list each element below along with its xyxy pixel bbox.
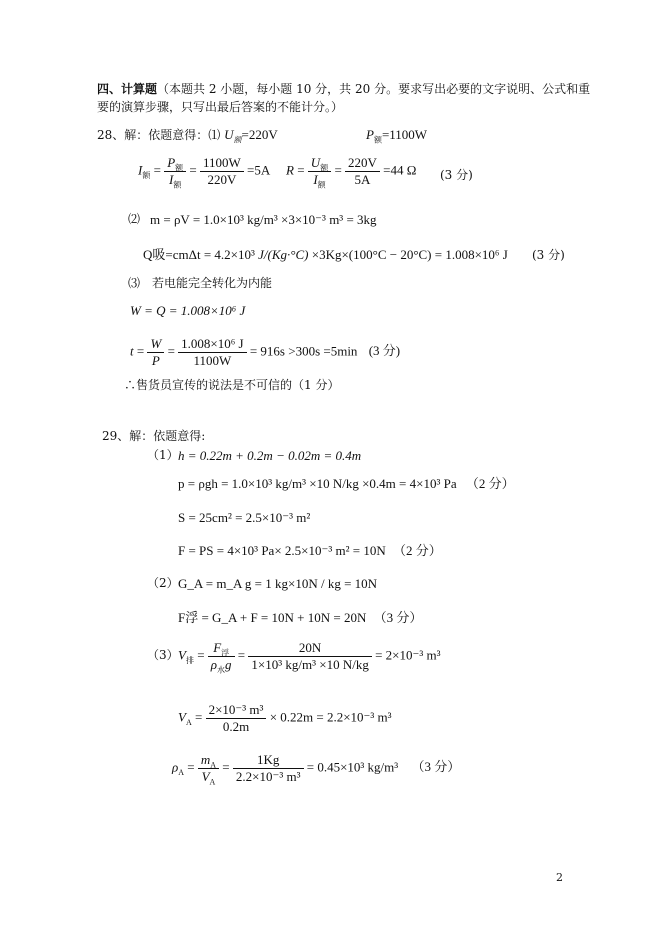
q28-intro-line [97, 127, 278, 143]
q28-intro: 28、解：依题意得：⑴ [97, 128, 221, 142]
q28-i-den: 220V [207, 172, 237, 187]
q28-time-eq: t = $\frac{W}{P}$ = $\frac{\text{1.008×10⁶ J}}{1100W}$ = 916s >300s =5min (3 分) [130, 336, 401, 368]
q28-i-num: 1100W [200, 155, 244, 172]
q29-va-den: 0.2m [222, 719, 250, 734]
q28-score3: (3 分) [368, 343, 401, 359]
q29-area-eq: S = 25cm² = 2.5×10⁻³ m² [178, 510, 311, 525]
q28-u-symbol: $U_额$ [224, 127, 242, 145]
q29-part3-label: （3） [147, 648, 179, 662]
q29-volume-eq: $V_排$ = $\frac{F_浮}{\rho_水g}$ = $\frac{20N}{\text{1×10³ kg/m³ ×10 N/kg}}$ = 2×10⁻³ m³ [178, 640, 441, 675]
q29-force-eq [178, 543, 442, 558]
q28-heat-left: Q吸=cmΔt = 4.2×10³ [143, 247, 255, 262]
section-description: （本题共 2 小题，每小题 10 分，共 20 分。要求写出必要的文字说明、公式和重 [157, 82, 591, 96]
q29-v-den: 1×10³ kg/m³ ×10 N/kg [251, 657, 369, 672]
q28-t-num: 1.008×10⁶ J [178, 336, 246, 353]
q29-v-num: 20N [248, 640, 371, 657]
q28-part3-text: 若电能完全转化为内能 [152, 276, 273, 290]
q29-score-float: （3 分） [373, 610, 423, 625]
q29-intro: 29、解：依题意得: [102, 429, 206, 443]
q29-part1-label: （1） [147, 448, 179, 462]
q29-part2-label: （2） [147, 576, 179, 590]
q28-i-result: =5A [247, 162, 271, 178]
q28-p-eq: =1100W [381, 127, 428, 142]
q29-rho-num: 1Kg [233, 752, 304, 769]
q29-va-result: × 0.22m = 2.2×10⁻³ m³ [269, 709, 392, 725]
q29-rho-result: = 0.45×10³ kg/m³ [306, 759, 399, 775]
section-heading-line1 [97, 82, 590, 97]
q28-r-den: 5A [354, 172, 371, 187]
q28-p-line: $P_额=1100W$ [366, 127, 428, 145]
q28-part3-label: ⑶ [128, 276, 141, 290]
q28-mass-eq: m = ρV = 1.0×10³ kg/m³ ×3×10⁻³ m³ = 3kg [150, 212, 377, 227]
q29-rho-den: 2.2×10⁻³ m³ [235, 769, 301, 784]
q29-density-eq: $\rho_A$ = $\frac{m_A}{V_A}$ = $\frac{1Kg}{\text{2.2×10⁻³ m³}}$ = 0.45×10³ kg/m³ （3 分） [172, 752, 461, 787]
section-heading-line2: 要的演算步骤，只写出最后答案的不能计分。） [97, 100, 344, 114]
q29-buoyancy-eq [178, 610, 422, 625]
q28-u-eq: =220V [241, 127, 278, 142]
page-number: 2 [556, 871, 563, 884]
q28-r-num: 220V [345, 155, 380, 172]
q29-h-eq: h = 0.22m + 0.2m − 0.02m = 0.4m [178, 448, 362, 463]
q29-v-result: = 2×10⁻³ m³ [375, 647, 441, 663]
q28-part2-label: ⑵ [128, 212, 141, 226]
q29-force-value: F = PS = 4×10³ Pa× 2.5×10⁻³ m² = 10N [178, 543, 386, 558]
section-title: 四、计算题 [97, 82, 158, 96]
q29-va-eq: $V_A$ = $\frac{\text{2×10⁻³ m³}}{0.2m}$ × 0.22m = 2.2×10⁻³ m³ [178, 702, 392, 734]
q29-score-f: （2 分） [392, 543, 442, 558]
q28-score1: (3 分) [440, 168, 473, 182]
q28-heat-eq [143, 247, 508, 262]
q28-conclusion: ∴售货员宣传的说法是不可信的（1 分） [124, 378, 340, 392]
q29-score-rho: （3 分） [411, 759, 461, 775]
q28-heat-unit: J/(Kg·°C) [258, 247, 309, 262]
q29-buoyancy-value: F浮 = G_A + F = 10N + 10N = 20N [178, 610, 367, 625]
q29-pressure-eq [178, 476, 515, 491]
q28-score2: (3 分) [532, 248, 565, 262]
q28-r-result: =44 Ω [383, 162, 417, 178]
q28-t-den: 1100W [193, 353, 232, 368]
q29-gravity-eq: G_A = m_A g = 1 kg×10N / kg = 10N [178, 576, 378, 591]
q29-score-p: （2 分） [465, 476, 515, 491]
q29-pressure-value: p = ρgh = 1.0×10³ kg/m³ ×10 N/kg ×0.4m = 4×10³ Pa [178, 476, 457, 491]
q28-heat-right: ×3Kg×(100°C − 20°C) = 1.008×10⁶ J [311, 247, 508, 262]
q28-t-result: = 916s >300s =5min [249, 343, 358, 359]
q29-va-num: 2×10⁻³ m³ [206, 702, 267, 719]
q28-work-eq: W = Q = 1.008×10⁶ J [130, 303, 246, 318]
q28-resistance-eq: R = $\frac{U_额}{I_额}$ = $\frac{220V}{5A}$ =44 Ω [286, 155, 417, 190]
q28-current-eq: $I_额$ = $\frac{P_额}{I_额}$ = $\frac{1100W}{220V}$ =5A [138, 155, 271, 190]
